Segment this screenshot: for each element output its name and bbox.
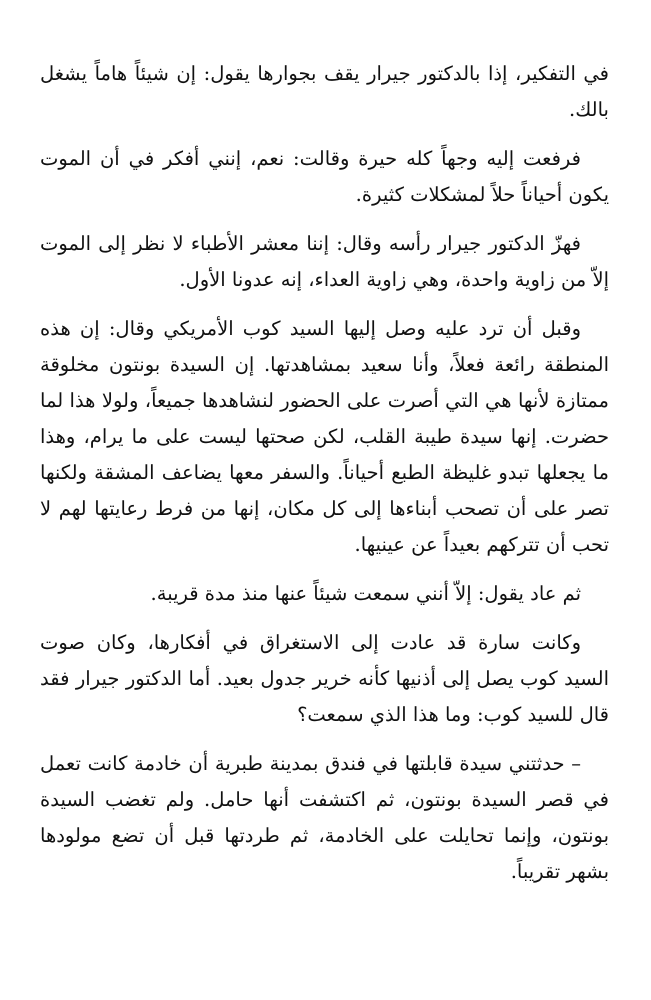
paragraph-continuation: في التفكير، إذا بالدكتور جيرار يقف بجوارها يقول: إن شيئاً هاماً يشغل بالك. [40, 62, 609, 121]
paragraph-cope-continues: ثم عاد يقول: إلاّ أنني سمعت شيئاً عنها منذ مدة قريبة. [150, 582, 581, 605]
paragraph-sara-thoughts: وكانت سارة قد عادت إلى الاستغراق في أفكارها، وكان صوت السيد كوب يصل إلى أذنيها كأنه خرير جدول بعيد. أما الدكتور جيرار فقد قال للسيد كوب: وما هذا الذي سمعت؟ [40, 631, 609, 726]
paragraph-gerard-reply: فهزّ الدكتور جيرار رأسه وقال: إننا معشر الأطباء لا نظر إلى الموت إلاّ من زاوية واحدة، وهي زاوية العداء، إنه عدونا الأول. [40, 232, 609, 291]
paragraph-cope-story: – حدثتني سيدة قابلتها في فندق بمدينة طبرية أن خادمة كانت تعمل في قصر السيدة بونتون، ثم اكتشفت أنها حامل. ولم تغضب السيدة بونتون، وإنما تحايلت على الخادمة، ثم طردتها قبل أن تضع مولودها بشهر تقريباً. [40, 752, 609, 883]
paragraph-cope-speech: وقبل أن ترد عليه وصل إليها السيد كوب الأمريكي وقال: إن هذه المنطقة رائعة فعلاً، وأنا سعيد بمشاهدتها. إن السيدة بونتون مخلوقة ممتازة لأنها هي التي أصرت على الحضور لنشاهدها جميعاً، ولولا هذا لما حضرت. إنها سيدة طيبة القلب، لكن صحتها ليست على ما يرام، وهذا ما يجعلها تبدو غليظة الطبع أحياناً. والسفر معها يضاعف المشقة ولكنها تصر على أن تصحب أبناءها إلى كل مكان، إنها من فرط رعايتها لهم لا تحب أن تتركهم بعيداً عن عينيها. [40, 317, 609, 556]
paragraph-sara-reply: فرفعت إليه وجهاً كله حيرة وقالت: نعم، إنني أفكر في أن الموت يكون أحياناً حلاً لمشكلات كثيرة. [40, 147, 609, 206]
